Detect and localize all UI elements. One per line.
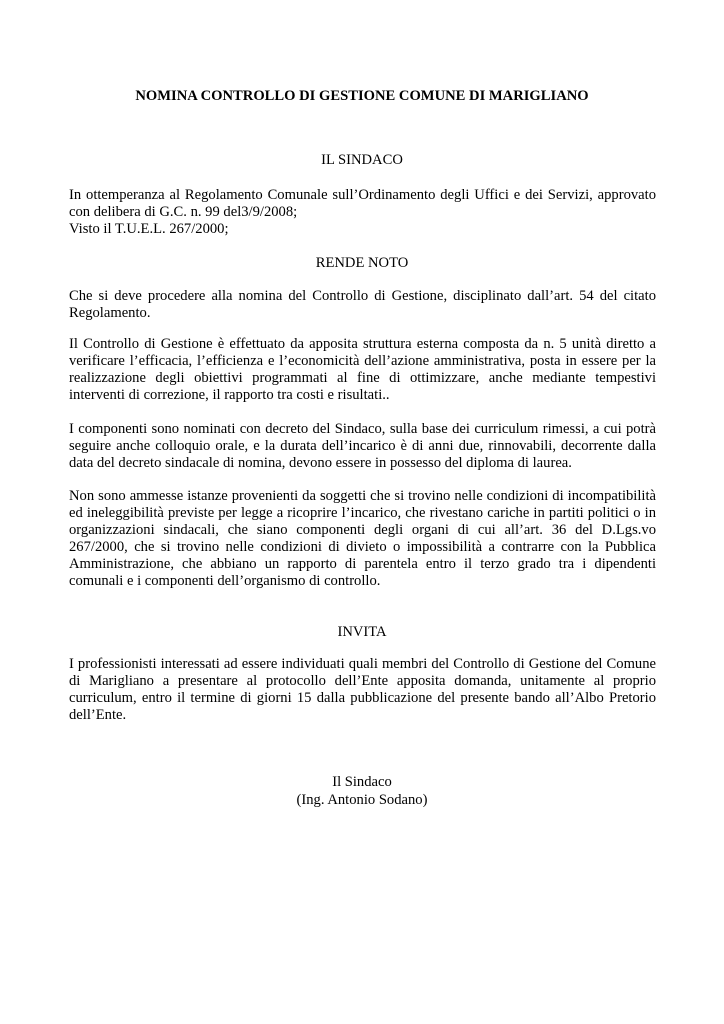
paragraph-exclusions: [69, 488, 656, 590]
paragraph-line: ed ineleggibilità previste per legge a ricoprire l’incarico, che rivestano cariche in partiti politici o in: [69, 505, 656, 521]
paragraph-line: Che si deve procedere alla nomina del Controllo di Gestione, disciplinato dall’art. 54 del citato: [69, 288, 656, 304]
preamble-line: Visto il T.U.E.L. 267/2000;: [69, 221, 229, 237]
paragraph-line: realizzazione degli obiettivi programmati al fine di ottimizzare, anche mediante tempestivi: [69, 370, 656, 386]
paragraph-line: 267/2000, che si trovino nelle condizioni di divieto o impossibilità a contrarre con la Pubblica: [69, 539, 656, 555]
signature-title: Il Sindaco: [332, 774, 392, 790]
paragraph-line: I componenti sono nominati con decreto del Sindaco, sulla base dei curriculum rimessi, a cui potrà: [69, 421, 656, 437]
paragraph-line: I professionisti interessati ad essere individuati quali membri del Controllo di Gestione del Comune: [69, 656, 656, 672]
paragraph-line: Il Controllo di Gestione è effettuato da apposita struttura esterna composta da n. 5 unità diretto a: [69, 336, 656, 352]
preamble: [69, 187, 656, 238]
paragraph-members: [69, 421, 656, 472]
invite-heading: INVITA: [337, 624, 387, 640]
paragraph-line: Regolamento.: [69, 305, 151, 321]
paragraph-line: comunali e i componenti dell’organismo di controllo.: [69, 573, 381, 589]
signature-name: (Ing. Antonio Sodano): [296, 792, 428, 808]
paragraph-line: Amministrazione, che abbiano un rapporto di parentela entro il terzo grado tra i dipendenti: [69, 556, 656, 572]
paragraph-line: data del decreto sindacale di nomina, devono essere in possesso del diploma di laurea.: [69, 455, 572, 471]
paragraph-invitation: [69, 656, 656, 724]
paragraph-procedure: [69, 288, 656, 322]
document-title: NOMINA CONTROLLO DI GESTIONE COMUNE DI MARIGLIANO: [135, 88, 589, 104]
preamble-line: con delibera di G.C. n. 99 del3/9/2008;: [69, 204, 298, 220]
notice-heading: RENDE NOTO: [315, 255, 409, 271]
preamble-line: In ottemperanza al Regolamento Comunale sull’Ordinamento degli Uffici e dei Servizi, approvato: [69, 187, 656, 203]
paragraph-line: curriculum, entro il termine di giorni 15 dalla pubblicazione del presente bando all’Albo Pretorio: [69, 690, 656, 706]
paragraph-line: seguire anche colloquio orale, e la durata dell’incarico è di anni due, rinnovabili, decorrente dalla: [69, 438, 656, 454]
paragraph-line: Non sono ammesse istanze provenienti da soggetti che si trovino nelle condizioni di incompatibilità: [69, 488, 656, 504]
paragraph-line: interventi di correzione, il rapporto tra costi e risultati..: [69, 387, 390, 403]
paragraph-line: di Marigliano a presentare al protocollo dell’Ente apposita domanda, unitamente al proprio: [69, 673, 656, 689]
paragraph-line: dell’Ente.: [69, 707, 127, 723]
paragraph-line: verificare l’efficacia, l’efficienza e l’economicità dell’azione amministrativa, posta in essere per la: [69, 353, 656, 369]
paragraph-line: organizzazioni sindacali, che siano componenti degli organi di cui all’art. 36 del D.Lgs.vo: [69, 522, 656, 538]
paragraph-structure: [69, 336, 656, 404]
issuer-heading: IL SINDACO: [321, 152, 403, 168]
